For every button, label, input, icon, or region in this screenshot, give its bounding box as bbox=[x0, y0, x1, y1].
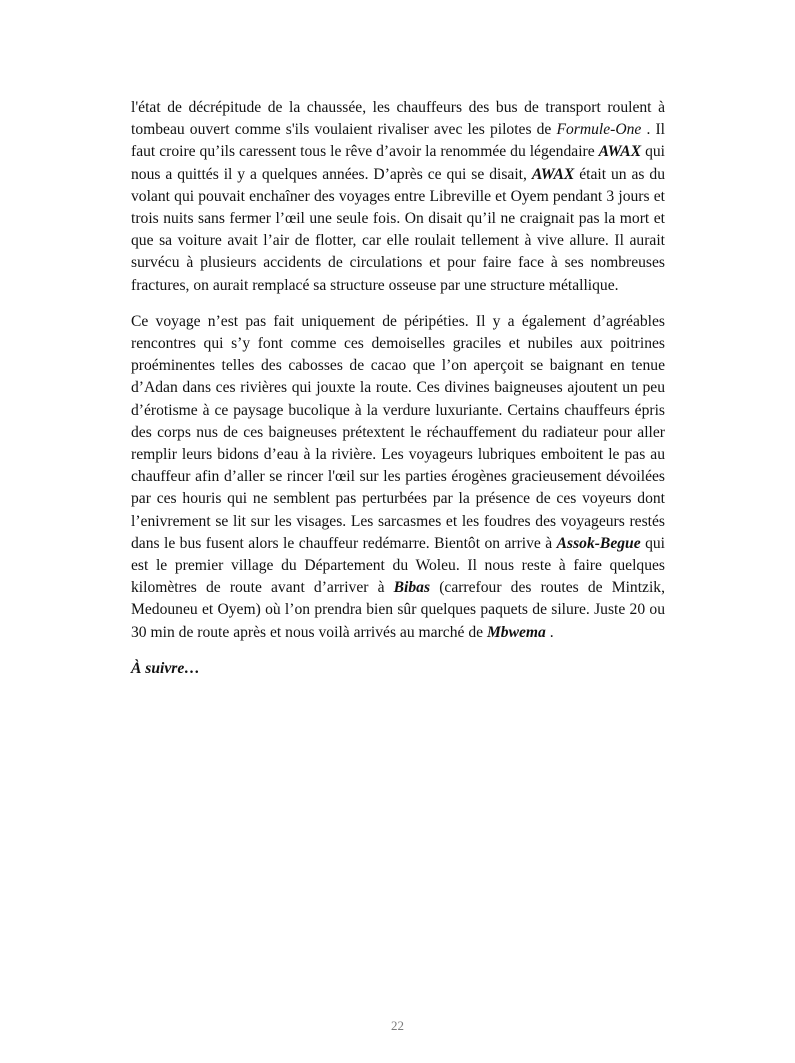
formule-one-term: Formule-One bbox=[556, 121, 642, 139]
body-text bbox=[131, 97, 665, 694]
paragraph-2 bbox=[131, 311, 665, 644]
awax-name: AWAX bbox=[531, 165, 575, 183]
page-number: 22 bbox=[391, 1018, 404, 1033]
mbwema-place: Mbwema bbox=[486, 623, 546, 641]
awax-name: AWAX bbox=[598, 143, 642, 161]
to-be-continued: À suivre… bbox=[131, 659, 200, 677]
text-run: (carrefour des routes de Mintzik, Medouneu et Oyem) où l’on prendra bien sûr quelques paquets de silure. Juste 20 ou 30 min de route après et nous voilà arrivés au marché de bbox=[131, 579, 665, 641]
text-run: qui est le premier village du Département du Woleu. Il nous reste à faire quelques kilomètres de route avant d’arriver à bbox=[131, 534, 666, 597]
assok-begue-place: Assok-Begue bbox=[556, 534, 641, 552]
text-run: . bbox=[545, 623, 554, 641]
paragraph-1 bbox=[131, 97, 665, 297]
text-run: l'état de décrépitude de la chaussée, les chauffeurs des bus de transport roulent à tombeau ouvert comme s'ils voulaient rivaliser avec les pilotes de bbox=[131, 99, 665, 139]
text-run: Ce voyage n’est pas fait uniquement de péripéties. Il y a également d’agréables rencontres qui s’y font comme ces demoiselles graciles et nubiles aux poitrines proéminentes telles des cabosses de cacao que l’on aperçoit se baignant en tenue d’Adan dans ces rivières qui jouxte la route. Ces divines baigneuses ajoutent un peu d’érotisme à ce paysage bucolique à la verdure luxuriante. Certains chauffeurs épris des corps nus de ces baigneuses prétextent le réchauffement du radiateur pour aller remplir leurs bidons d’eau à la rivière. Les voyageurs lubriques emboitent le pas au chauffeur afin d’aller se rincer l'œil sur les parties érogènes gracieusement dévoilées par ces houris qui ne semblent pas perturbées par la présence de ces voyeurs dont l’enivrement se lit sur les visages. Les sarcasmes et les foudres des voyageurs restés dans le bus fusent alors le chauffeur redémarre. Bientôt on arrive à bbox=[131, 312, 665, 552]
text-run: était un as du volant qui pouvait enchaîner des voyages entre Libreville et Oyem pendant 3 jours et trois nuits sans fermer l’œil une seule fois. On disait qu’il ne craignait pas la mort et que sa voiture avait l’air de flotter, car elle roulait tellement à vive allure. Il aurait survécu à plusieurs accidents de circulations et pour faire face à ses nombreuses fractures, on aurait remplacé sa structure osseuse par une structure métallique. bbox=[131, 165, 665, 294]
text-run: qui nous a quittés il y a quelques années. D’après ce qui se disait, bbox=[131, 143, 666, 183]
text-run: . Il faut croire qu’ils caressent tous le rêve d’avoir la renommée du légendaire bbox=[131, 121, 665, 161]
bibas-place: Bibas bbox=[393, 579, 431, 597]
